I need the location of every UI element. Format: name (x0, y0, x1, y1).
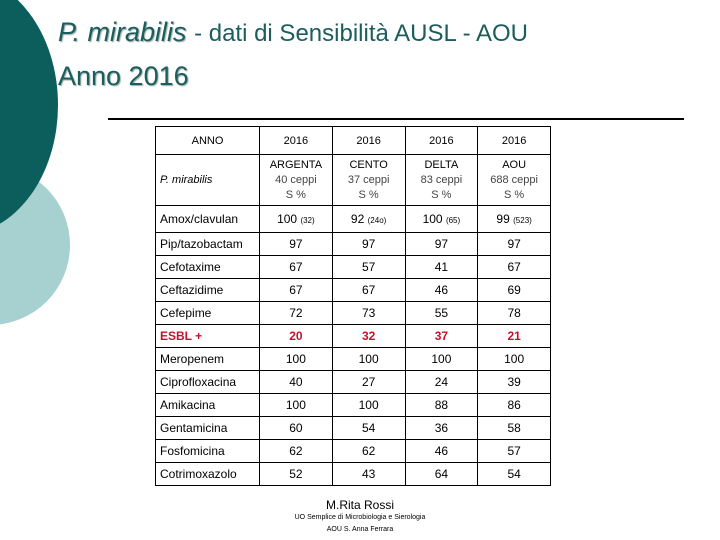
value-cell: 41 (405, 256, 478, 279)
value-cell: 97 (405, 233, 478, 256)
year-cell: 2016 (260, 127, 333, 155)
value-cell: 52 (260, 463, 333, 486)
value-cell (260, 206, 333, 233)
table-row (156, 417, 551, 440)
antibiotic-label: Cotrimoxazolo (156, 463, 260, 486)
value-cell: 67 (478, 256, 551, 279)
value: 100 (422, 212, 443, 226)
value-cell: 62 (260, 440, 333, 463)
value-cell: 46 (405, 279, 478, 302)
table-row (156, 256, 551, 279)
antibiotic-label: Pip/tazobactam (156, 233, 260, 256)
site-header (478, 155, 551, 206)
title-subtitle: - dati di Sensibilità AUSL - AOU (194, 20, 528, 47)
value-cell: 54 (478, 463, 551, 486)
site-unit: S % (504, 188, 525, 201)
table-row (156, 394, 551, 417)
table-row (156, 325, 551, 348)
antibiotic-label: Fosfomicina (156, 440, 260, 463)
site-header (332, 155, 405, 206)
value-cell: 100 (478, 348, 551, 371)
value-cell: 69 (478, 279, 551, 302)
author-unit: UO Semplice di Microbiologia e Sierologia (294, 514, 426, 521)
value-cell: 24 (405, 371, 478, 394)
antibiotic-label: Gentamicina (156, 417, 260, 440)
value-cell: 37 (405, 325, 478, 348)
value-cell: 64 (405, 463, 478, 486)
antibiotic-label: Cefotaxime (156, 256, 260, 279)
site-name: CENTO (349, 158, 388, 171)
value-cell: 55 (405, 302, 478, 325)
table-row (156, 206, 551, 233)
year-header: ANNO (156, 127, 260, 155)
value-cell: 72 (260, 302, 333, 325)
value: 92 (350, 212, 365, 226)
year-cell: 2016 (405, 127, 478, 155)
value-cell: 32 (332, 325, 405, 348)
slide-title (58, 16, 528, 92)
value-cell: 60 (260, 417, 333, 440)
site-ceppi: 83 ceppi (420, 173, 463, 186)
value-cell: 78 (478, 302, 551, 325)
value-cell: 100 (405, 348, 478, 371)
value-cell: 57 (478, 440, 551, 463)
value-cell: 21 (478, 325, 551, 348)
susceptibility-table (155, 126, 551, 486)
value-cell (478, 206, 551, 233)
site-name: AOU (502, 158, 527, 171)
site-name: ARGENTA (269, 158, 323, 171)
year-cell: 2016 (332, 127, 405, 155)
table-row (156, 463, 551, 486)
year-row (156, 127, 551, 155)
value-cell: 40 (260, 371, 333, 394)
value-count: (24o) (367, 216, 387, 225)
table-row (156, 348, 551, 371)
value-cell: 67 (260, 256, 333, 279)
site-name: DELTA (424, 158, 459, 171)
antibiotic-label: Amikacina (156, 394, 260, 417)
antibiotic-label: ESBL + (156, 325, 260, 348)
value-cell: 100 (260, 348, 333, 371)
site-ceppi: 37 ceppi (347, 173, 390, 186)
value-cell: 97 (478, 233, 551, 256)
antibiotic-label: Ceftazidime (156, 279, 260, 302)
value-cell: 54 (332, 417, 405, 440)
author-footer (260, 498, 460, 536)
table-row (156, 371, 551, 394)
value-cell: 20 (260, 325, 333, 348)
title-line-1 (58, 16, 528, 50)
value-cell (405, 206, 478, 233)
value-count: (65) (445, 216, 461, 225)
year-cell: 2016 (478, 127, 551, 155)
value-cell: 100 (260, 394, 333, 417)
value-cell: 67 (332, 279, 405, 302)
value-count: (523) (513, 216, 532, 225)
antibiotic-label: Ciprofloxacina (156, 371, 260, 394)
value-cell: 86 (478, 394, 551, 417)
value-cell: 36 (405, 417, 478, 440)
value-cell: 62 (332, 440, 405, 463)
value-cell: 100 (332, 348, 405, 371)
table-row (156, 440, 551, 463)
site-header (405, 155, 478, 206)
author-name: M.Rita Rossi (325, 498, 394, 512)
site-header (260, 155, 333, 206)
author-institution: AOU S. Anna Ferrara (326, 526, 394, 533)
antibiotic-label: Meropenem (156, 348, 260, 371)
site-ceppi: 688 ceppi (490, 173, 538, 186)
site-unit: S % (358, 188, 379, 201)
table-row (156, 233, 551, 256)
value-cell: 43 (332, 463, 405, 486)
site-header-row (156, 155, 551, 206)
value: 100 (277, 212, 298, 226)
site-unit: S % (285, 188, 306, 201)
title-organism: P. mirabilis (58, 17, 187, 47)
value-cell: 57 (332, 256, 405, 279)
table-row (156, 279, 551, 302)
antibiotic-label: Amox/clavulan (156, 206, 260, 233)
title-year: Anno 2016 (58, 61, 189, 91)
value-count: (32) (300, 216, 315, 225)
value-cell: 39 (478, 371, 551, 394)
antibiotic-label: Cefepime (156, 302, 260, 325)
value-cell: 46 (405, 440, 478, 463)
value-cell: 27 (332, 371, 405, 394)
organism-label: P. mirabilis (156, 155, 260, 206)
site-unit: S % (431, 188, 452, 201)
value-cell (332, 206, 405, 233)
value-cell: 88 (405, 394, 478, 417)
title-divider (108, 118, 684, 120)
value: 99 (496, 212, 510, 226)
value-cell: 97 (332, 233, 405, 256)
value-cell: 97 (260, 233, 333, 256)
value-cell: 73 (332, 302, 405, 325)
table-row (156, 302, 551, 325)
value-cell: 58 (478, 417, 551, 440)
value-cell: 100 (332, 394, 405, 417)
value-cell: 67 (260, 279, 333, 302)
site-ceppi: 40 ceppi (275, 173, 317, 186)
